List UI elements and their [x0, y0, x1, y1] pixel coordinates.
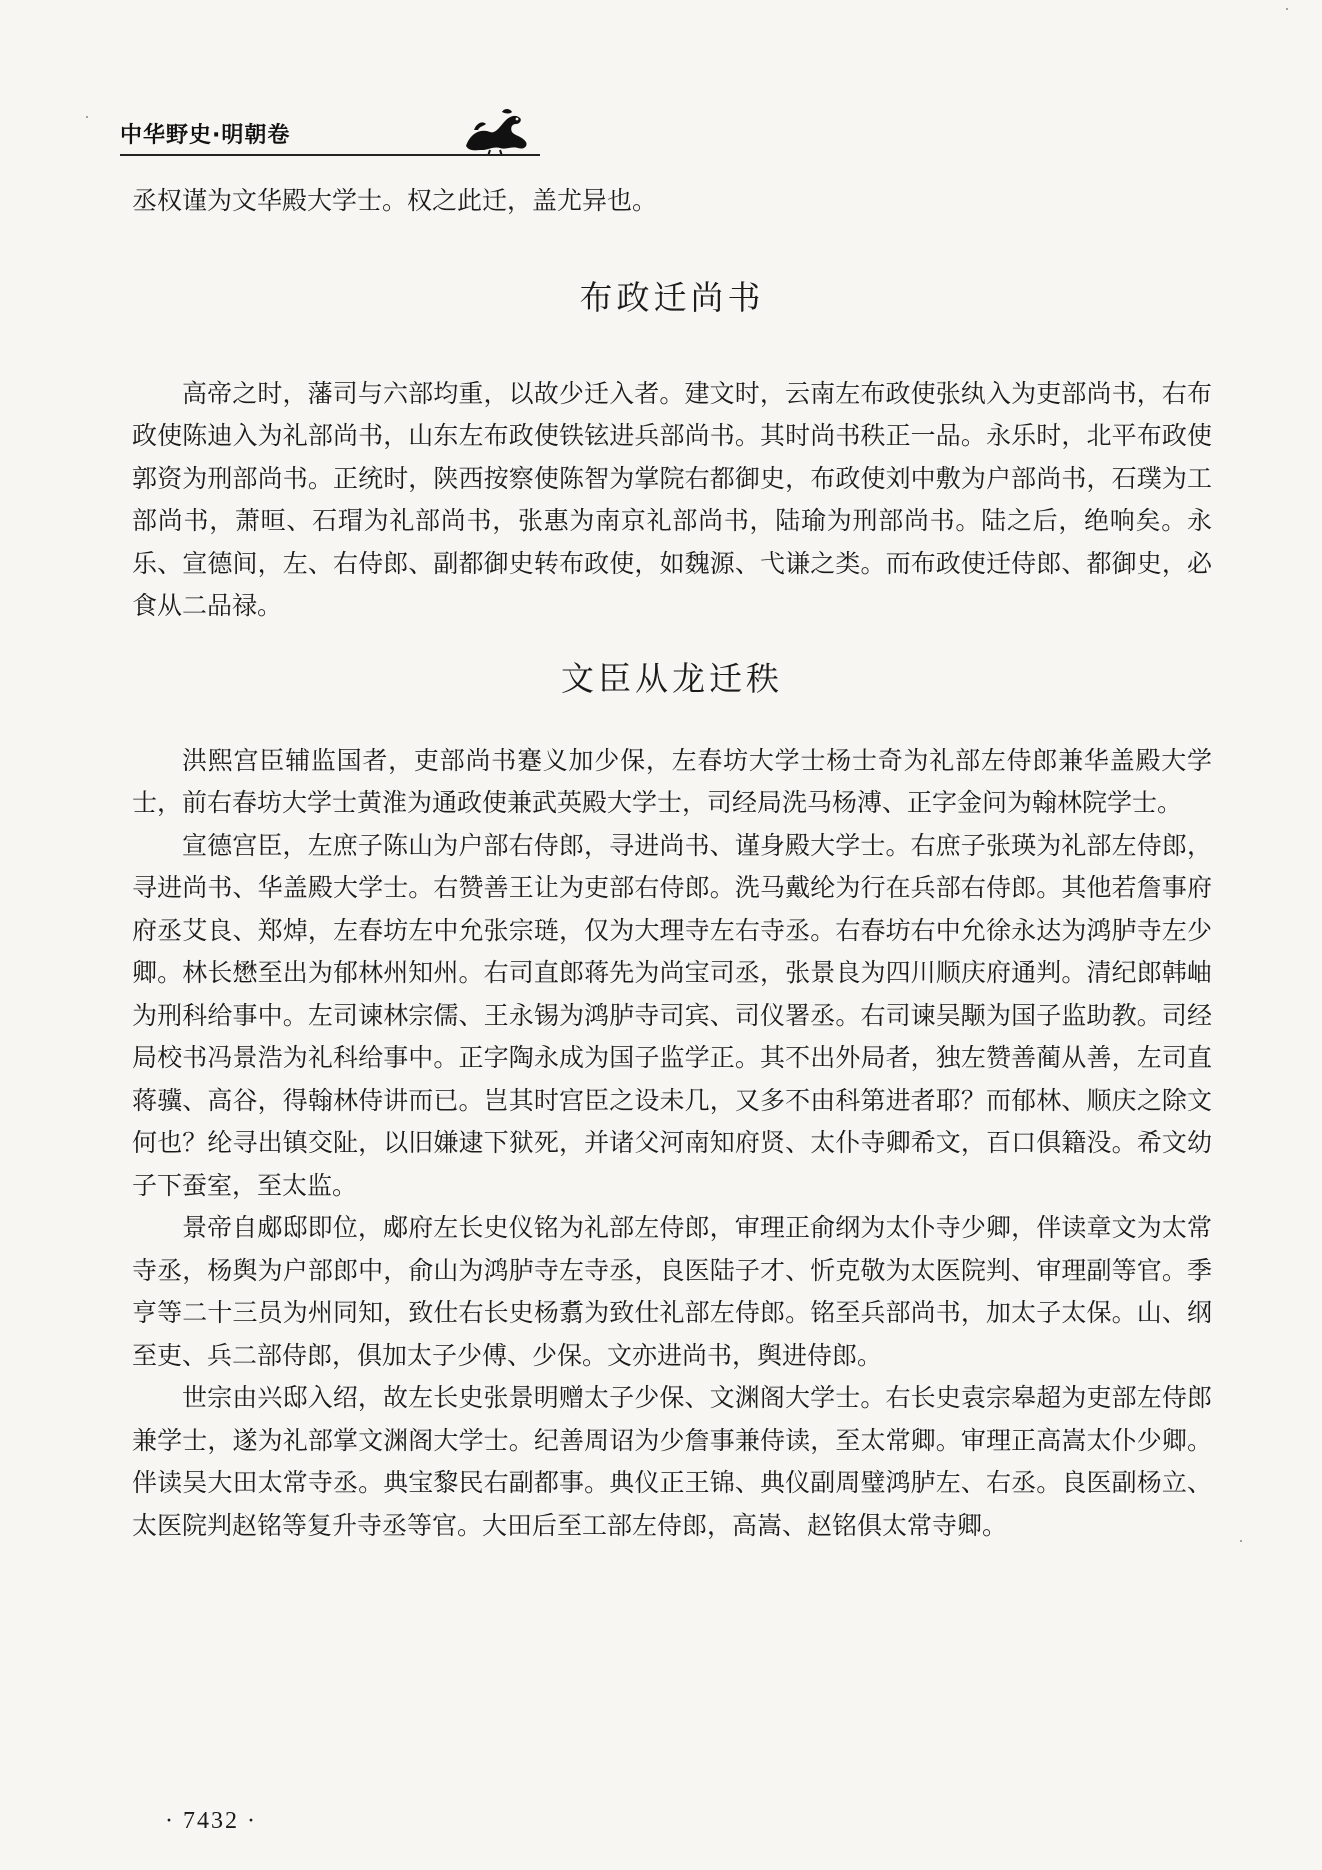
- running-header: [120, 108, 540, 158]
- scan-speck: [1286, 8, 1288, 10]
- header-rule: [120, 154, 540, 156]
- page-number: · 7432 ·: [165, 1808, 257, 1834]
- paragraph: 宣德宫臣，左庶子陈山为户部右侍郎，寻进尚书、谨身殿大学士。右庶子张瑛为礼部左侍郎，寻进尚书、华盖殿大学士。右赞善王让为吏部右侍郎。洗马戴纶为行在兵部右侍郎。其他若詹事府府丞艾良、郑焯，左春坊左中允张宗琏，仅为大理寺左右寺丞。右春坊右中允徐永达为鸿胪寺左少卿。林长懋至出为郁林州知州。右司直郎蒋先为尚宝司丞，张景良为四川顺庆府通判。清纪郎韩岫为刑科给事中。左司谏林宗儒、王永锡为鸿胪寺司宾、司仪署丞。右司谏吴颙为国子监助教。司经局校书冯景浩为礼科给事中。正字陶永成为国子监学正。其不出外局者，独左赞善蔺从善，左司直蒋骥、高谷，得翰林侍讲而已。岂其时宫臣之设未几，又多不由科第进者耶？而郁林、顺庆之除文何也？纶寻出镇交阯，以旧嫌逮下狱死，并诸父河南知府贤、太仆寺卿希文，百口俱籍没。希文幼子下蚕室，至太监。: [132, 830, 1212, 1200]
- book-title: 中华野史·明朝卷: [120, 123, 291, 148]
- paragraph: 洪熙宫臣辅监国者，吏部尚书蹇义加少保，左春坊大学士杨士奇为礼部左侍郎兼华盖殿大学士，前右春坊大学士黄淮为通政使兼武英殿大学士，司经局洗马杨溥、正字金问为翰林院学士。: [132, 745, 1212, 817]
- dragon-icon: [460, 106, 532, 156]
- section-heading: 布政迁尚书: [579, 277, 765, 317]
- scan-speck: [86, 116, 88, 118]
- paragraph: 景帝自郕邸即位，郕府左长史仪铭为礼部左侍郎，审理正俞纲为太仆寺少卿，伴读章文为太常寺丞，杨舆为户部郎中，俞山为鸿胪寺左寺丞，良医陆子才、忻克敬为太医院判、审理副等官。季亨等二十三员为州同知，致仕右长史杨翥为致仕礼部左侍郎。铭至兵部尚书，加太子太保。山、纲至吏、兵二部侍郎，俱加太子少傅、少保。文亦进尚书，舆进侍郎。: [132, 1213, 1212, 1370]
- page-body: [132, 180, 1212, 1547]
- section-heading: 文臣从龙迁秩: [561, 658, 783, 698]
- paragraph: 世宗由兴邸入绍，故左长史张景明赠太子少保、文渊阁大学士。右长史袁宗皋超为吏部左侍郎兼学士，遂为礼部掌文渊阁大学士。纪善周诏为少詹事兼侍读，至太常卿。审理正高嵩太仆少卿。伴读吴大田太常寺丞。典宝黎民右副都事。典仪正王锦、典仪副周璧鸿胪左、右丞。良医副杨立、太医院判赵铭等复升寺丞等官。大田后至工部左侍郎，高嵩、赵铭俱太常寺卿。: [132, 1383, 1212, 1540]
- scan-speck: [1240, 1540, 1242, 1542]
- paragraph: 高帝之时，藩司与六部均重，以故少迁入者。建文时，云南左布政使张纨入为吏部尚书，右布政使陈迪入为礼部尚书，山东左布政使铁铉进兵部尚书。其时尚书秩正一品。永乐时，北平布政使郭资为刑部尚书。正统时，陕西按察使陈智为掌院右都御史，布政使刘中敷为户部尚书，石璞为工部尚书，萧晅、石瑁为礼部尚书，张惠为南京礼部尚书，陆瑜为刑部尚书。陆之后，绝响矣。永乐、宣德间，左、右侍郎、副都御史转布政使，如魏源、弋谦之类。而布政使迁侍郎、都御史，必食从二品禄。: [132, 378, 1212, 620]
- continuation-text: 丞权谨为文华殿大学士。权之此迁，盖尤异也。: [132, 186, 658, 215]
